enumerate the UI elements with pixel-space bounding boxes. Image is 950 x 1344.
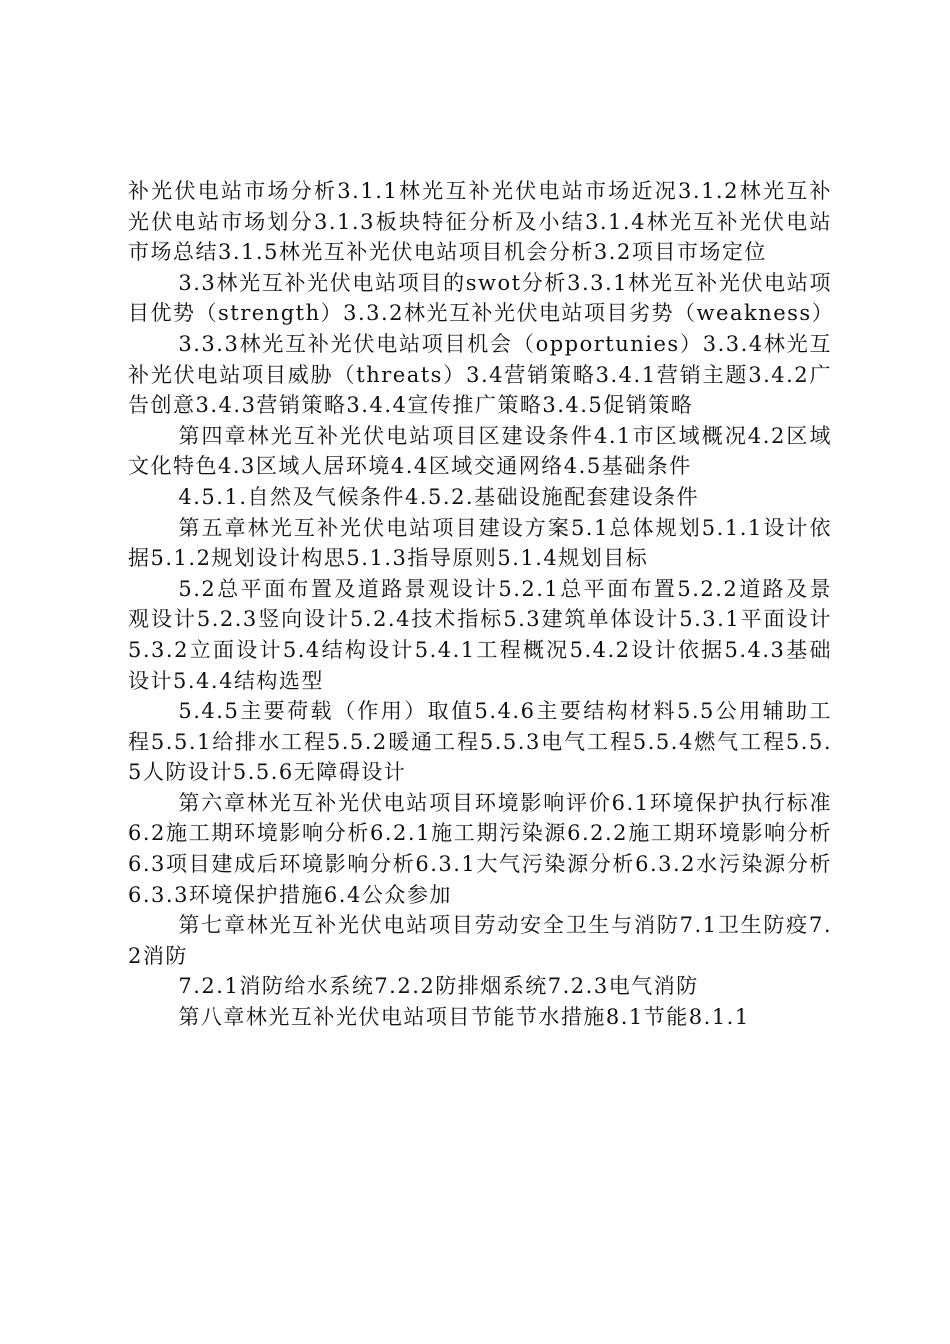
paragraph-2: 3.3林光互补光伏电站项目的swot分析3.3.1林光互补光伏电站项目优势（strength）3.3.2林光互补光伏电站项目劣势（weakness） — [128, 270, 835, 326]
document-page — [128, 176, 835, 1033]
paragraph-9: 第六章林光互补光伏电站项目环境影响评价6.1环境保护执行标准6.2施工期环境影响分析6.2.1施工期污染源6.2.2施工期环境影响分析6.3项目建成后环境影响分析6.3.1大气污染源分析6.3.2水污染源分析6.3.3环境保护措施6.4公众参加 — [128, 790, 832, 907]
paragraph-12: 第八章林光互补光伏电站项目节能节水措施8.1节能8.1.1 — [178, 1005, 750, 1030]
paragraph-5: 4.5.1.自然及气候条件4.5.2.基础设施配套建设条件 — [178, 484, 700, 509]
paragraph-6: 第五章林光互补光伏电站项目建设方案5.1总体规划5.1.1设计依据5.1.2规划设计构思5.1.3指导原则5.1.4规划目标 — [128, 515, 832, 571]
paragraph-3: 3.3.3林光互补光伏电站项目机会（opportunies）3.3.4林光互补光伏电站项目威胁（threats）3.4营销策略3.4.1营销主题3.4.2广告创意3.4.3营销策略3.4.4宣传推广策略3.4.5促销策略 — [128, 331, 832, 418]
paragraph-4: 第四章林光互补光伏电站项目区建设条件4.1市区域概况4.2区域文化特色4.3区域人居环境4.4区域交通网络4.5基础条件 — [128, 423, 832, 479]
paragraph-8: 5.4.5主要荷载（作用）取值5.4.6主要结构材料5.5公用辅助工程5.5.1给排水工程5.5.2暖通工程5.5.3电气工程5.5.4燃气工程5.5.5人防设计5.5.6无障碍设计 — [128, 699, 832, 785]
paragraph-1: 补光伏电站市场分析3.1.1林光互补光伏电站市场近况3.1.2林光互补光伏电站市场划分3.1.3板块特征分析及小结3.1.4林光互补光伏电站市场总结3.1.5林光互补光伏电站项目机会分析3.2项目市场定位 — [128, 179, 832, 265]
paragraph-11: 7.2.1消防给水系统7.2.2防排烟系统7.2.3电气消防 — [178, 974, 699, 999]
paragraph-7: 5.2总平面布置及道路景观设计5.2.1总平面布置5.2.2道路及景观设计5.2.3竖向设计5.2.4技术指标5.3建筑单体设计5.3.1平面设计5.3.2立面设计5.4结构设计5.4.1工程概况5.4.2设计依据5.4.3基础设计5.4.4结构选型 — [128, 576, 832, 693]
paragraph-10: 第七章林光互补光伏电站项目劳动安全卫生与消防7.1卫生防疫7.2消防 — [128, 913, 832, 968]
